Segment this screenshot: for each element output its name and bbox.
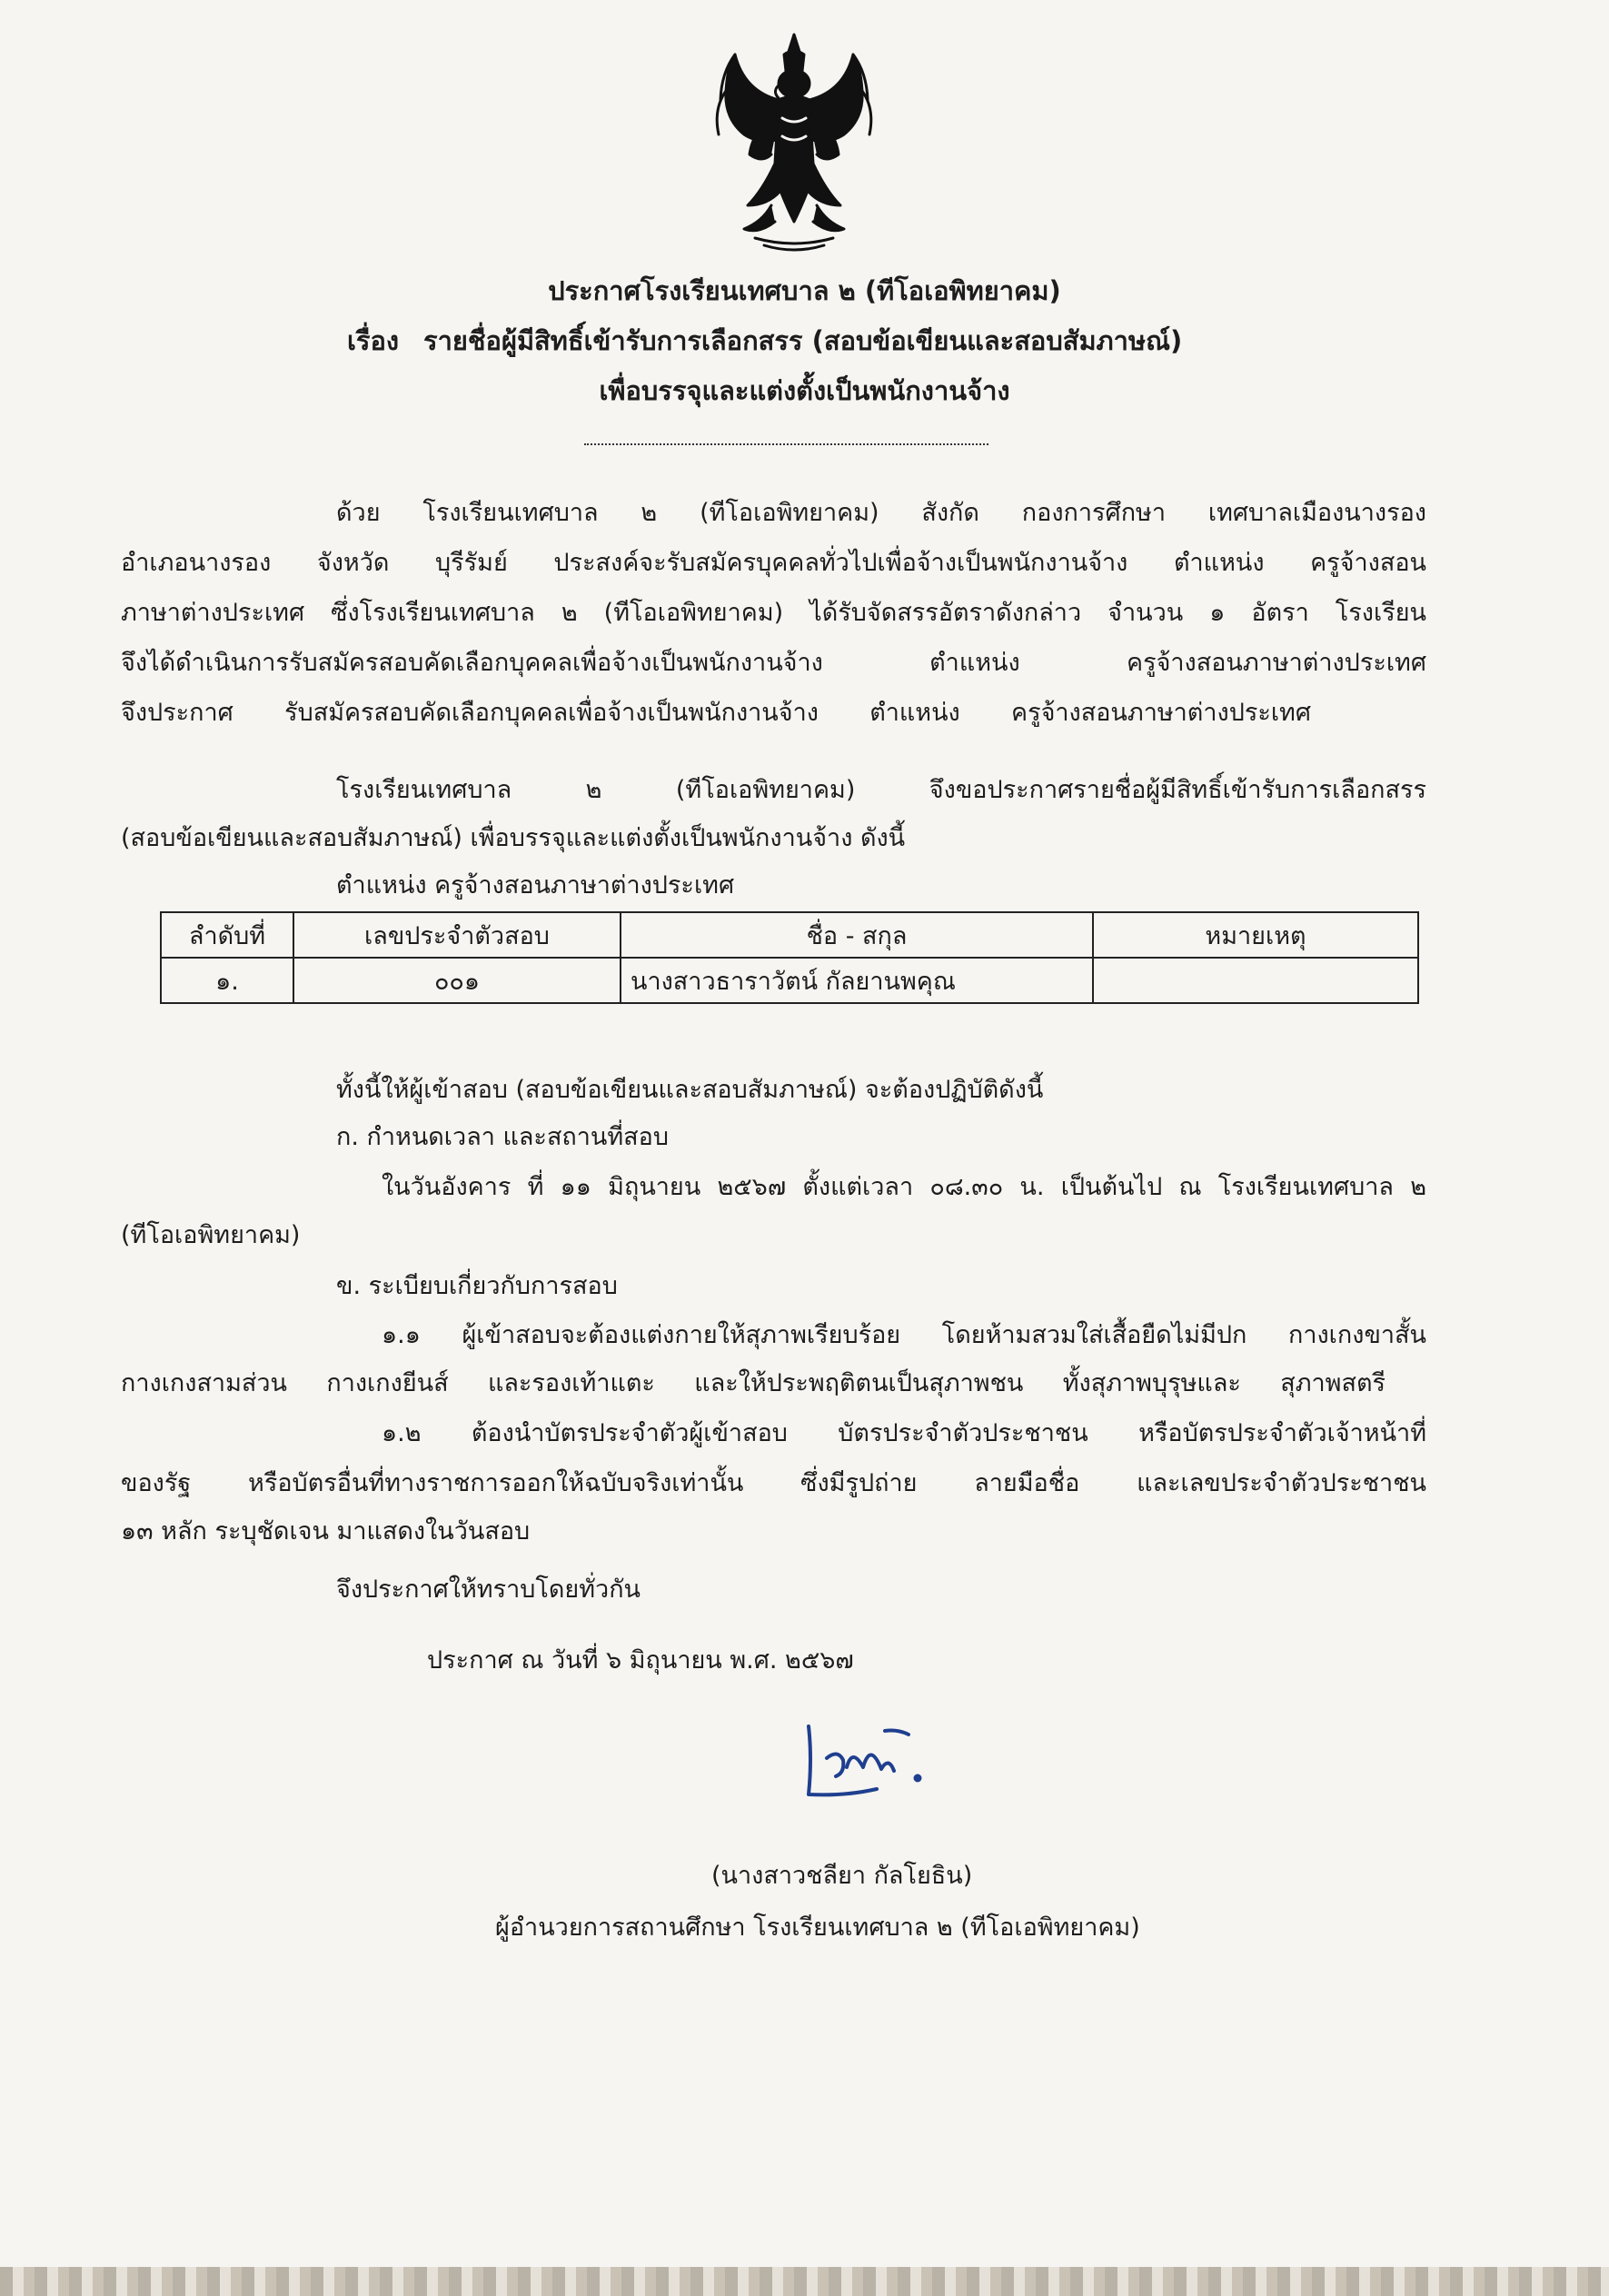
subject-label: เรื่อง: [347, 325, 400, 356]
column-header-order: ลำดับที่: [161, 912, 293, 958]
rule-b-title: ข. ระเบียบเกี่ยวกับการสอบ: [336, 1272, 618, 1300]
table-row: [161, 958, 1418, 1003]
cell-exam-id: ๐๐๑: [293, 958, 621, 1003]
subject-line-2: เพื่อบรรจุและแต่งตั้งเป็นพนักงานจ้าง: [599, 375, 1010, 406]
paragraph-1-line: จึงประกาศ รับสมัครสอบคัดเลือกบุคคลเพื่อจ้างเป็นพนักงานจ้าง ตำแหน่ง ครูจ้างสอนภาษาต่างประเทศ: [121, 699, 1311, 727]
paragraph-2-line: (สอบข้อเขียนและสอบสัมภาษณ์) เพื่อบรรจุและแต่งตั้งเป็นพนักงานจ้าง ดังนี้: [121, 824, 906, 852]
garuda-emblem-icon: [708, 27, 880, 254]
signature-image: [790, 1713, 972, 1813]
rule-b2-line: ๑.๒ ต้องนำบัตรประจำตัวผู้เข้าสอบ บัตรประจำตัวประชาชน หรือบัตรประจำตัวเจ้าหน้าที่: [382, 1419, 1426, 1447]
rule-b2-line: ของรัฐ หรือบัตรอื่นที่ทางราชการออกให้ฉบับจริงเท่านั้น ซึ่งมีรูปถ่าย ลายมือชื่อ และเลขประจำตัวประชาชน: [121, 1469, 1426, 1497]
cell-order: ๑.: [161, 958, 293, 1003]
paragraph-1-line: ด้วย โรงเรียนเทศบาล ๒ (ทีโอเอพิทยาคม) สังกัด กองการศึกษา เทศบาลเมืองนางรอง: [336, 499, 1426, 527]
paragraph-1-line: อำเภอนางรอง จังหวัด บุรีรัมย์ ประสงค์จะรับสมัครบุคคลทั่วไปเพื่อจ้างเป็นพนักงานจ้าง ตำแหน่ง ครูจ้างสอน: [121, 549, 1426, 577]
rule-b2-line: ๑๓ หลัก ระบุชัดเจน มาแสดงในวันสอบ: [121, 1517, 531, 1546]
rule-b1-line: กางเกงสามส่วน กางเกงยีนส์ และรองเท้าแตะ และให้ประพฤติตนเป็นสุภาพชน ทั้งสุภาพบุรุษและ สุภาพสตรี: [121, 1369, 1386, 1397]
announcement-date: ประกาศ ณ วันที่ ๖ มิถุนายน พ.ศ. ๒๕๖๗: [427, 1646, 854, 1675]
rules-intro: ทั้งนี้ให้ผู้เข้าสอบ (สอบข้อเขียนและสอบสัมภาษณ์) จะต้องปฏิบัติดังนี้: [336, 1076, 1044, 1104]
document-title: ประกาศโรงเรียนเทศบาล ๒ (ทีโอเอพิทยาคม): [548, 275, 1061, 306]
signer-name: (นางสาวชลียา กัลโยธิน): [711, 1862, 973, 1890]
announcement-closing: จึงประกาศให้ทราบโดยทั่วกัน: [336, 1575, 641, 1604]
rule-a-text-continued: (ทีโอเอพิทยาคม): [121, 1221, 301, 1249]
column-header-remark: หมายเหตุ: [1093, 912, 1418, 958]
paragraph-1-line: จึงได้ดำเนินการรับสมัครสอบคัดเลือกบุคคลเพื่อจ้างเป็นพนักงานจ้าง ตำแหน่ง ครูจ้างสอนภาษาต่างประเทศ: [121, 649, 1426, 677]
signer-title: ผู้อำนวยการสถานศึกษา โรงเรียนเทศบาล ๒ (ทีโอเอพิทยาคม): [495, 1913, 1140, 1942]
rule-a-text: ในวันอังคาร ที่ ๑๑ มิถุนายน ๒๕๖๗ ตั้งแต่เวลา ๐๘.๓๐ น. เป็นต้นไป ณ โรงเรียนเทศบาล ๒: [382, 1173, 1426, 1201]
table-header-row: [161, 912, 1418, 958]
subject-text: รายชื่อผู้มีสิทธิ์เข้ารับการเลือกสรร (สอบข้อเขียนและสอบสัมภาษณ์): [423, 325, 1183, 356]
paragraph-2-line: โรงเรียนเทศบาล ๒ (ทีโอเอพิทยาคม) จึงขอประกาศรายชื่อผู้มีสิทธิ์เข้ารับการเลือกสรร: [336, 776, 1426, 804]
cell-name: นางสาวธาราวัตน์ กัลยานพคุณ: [621, 958, 1093, 1003]
candidate-table: [160, 911, 1419, 1004]
cell-remark: [1093, 958, 1418, 1003]
rule-a-title: ก. กำหนดเวลา และสถานที่สอบ: [336, 1123, 670, 1151]
rule-b1-line: ๑.๑ ผู้เข้าสอบจะต้องแต่งกายให้สุภาพเรียบร้อย โดยห้ามสวมใส่เสื้อยืดไม่มีปก กางเกงขาสั้น: [382, 1321, 1426, 1349]
background-surface: [0, 2267, 1609, 2296]
paragraph-1-line: ภาษาต่างประเทศ ซึ่งโรงเรียนเทศบาล ๒ (ทีโอเอพิทยาคม) ได้รับจัดสรรอัตราดังกล่าว จำนวน ๑ อัตรา โรงเรียน: [121, 599, 1426, 627]
title-separator: [584, 443, 988, 445]
position-line: ตำแหน่ง ครูจ้างสอนภาษาต่างประเทศ: [336, 871, 735, 900]
column-header-exam-id: เลขประจำตัวสอบ: [293, 912, 621, 958]
column-header-name: ชื่อ - สกุล: [621, 912, 1093, 958]
